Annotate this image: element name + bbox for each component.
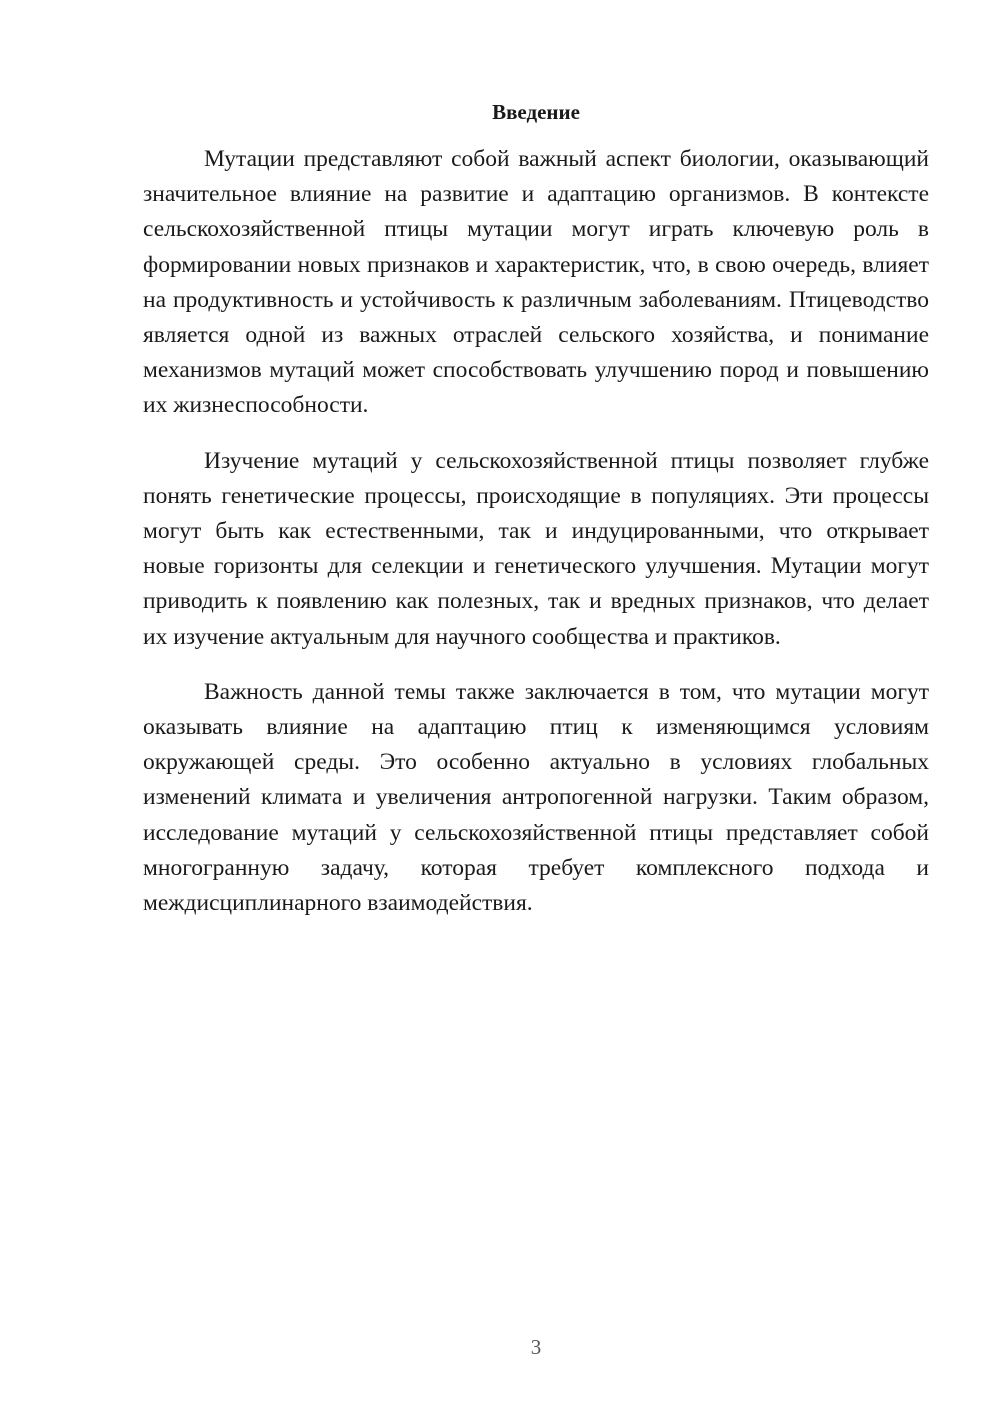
paragraph-1: Мутации представляют собой важный аспект биологии, оказывающий значительное влияние на развитие и адаптацию организмов. В контексте сельскохозяйственной птицы мутации могут играть ключевую роль в формировании новых признаков и характеристик, что, в свою очередь, влияет на продуктивность и устойчивость к различным заболеваниям. Птицеводство является одной из важных отраслей сельского хозяйства, и понимание механизмов мутаций может способствовать улучшению пород и повышению их жизнеспособности. xyxy=(143,146,929,419)
section-heading: Введение xyxy=(492,100,580,124)
paragraph-2: Изучение мутаций у сельскохозяйственной птицы позволяет глубже понять генетические процессы, происходящие в популяциях. Эти процессы могут быть как естественными, так и индуцированными, что открывает новые горизонты для селекции и генетического улучшения. Мутации могут приводить к появлению как полезных, так и вредных признаков, что делает их изучение актуальным для научного сообщества и практиков. xyxy=(143,447,929,650)
paragraph-3: Важность данной темы также заключается в том, что мутации могут оказывать влияние на адаптацию птиц к изменяющимся условиям окружающей среды. Это особенно актуально в условиях глобальных изменений климата и увеличения антропогенной нагрузки. Таким образом, исследование мутаций у сельскохозяйственной птицы представляет собой многогранную задачу, которая требует комплексного подхода и междисциплинарного взаимодействия. xyxy=(143,678,929,917)
page-number: 3 xyxy=(530,1335,542,1359)
body-text xyxy=(143,142,929,921)
